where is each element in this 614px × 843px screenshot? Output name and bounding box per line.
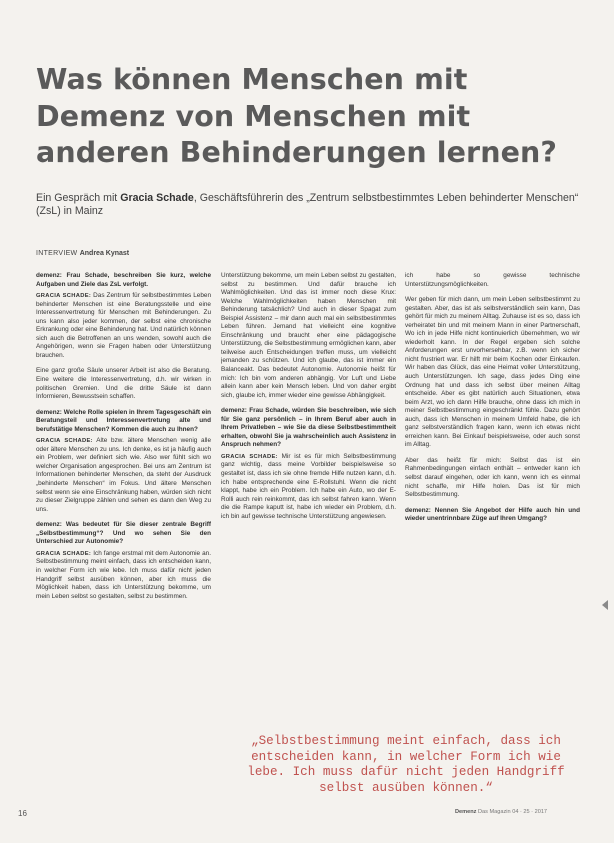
byline <box>36 250 129 257</box>
text-column-3 <box>405 272 580 704</box>
article-lede <box>36 192 596 219</box>
interview-answer <box>36 550 211 601</box>
speaker-label: GRACIA SCHADE: <box>36 293 92 300</box>
answer-text: Mir ist es für mich Selbstbestimmung ganz wichtig, dass meine Vorbilder beispielsweise so gestaltet ist, dass ich sie ohne fremde Hilfe nutzen kann, d.h. ich habe entsprechende eine E-Rollstuhl. Wenn die nicht klappt, habe ich ein Problem. Ich habe ein Auto, wo der E-Rolli auch rein reinkommt, das ich selbst fahren kann. Wenn die die Rampe kaputt ist, habe ich wieder ein Problem, d.h. ich bin auf gewisse technische Unterstützung angewiesen. <box>221 452 396 520</box>
column-marker-icon <box>602 599 608 611</box>
text-column-2 <box>221 272 396 562</box>
interview-answer: Eine ganz große Säule unserer Arbeit ist also die Beratung. Eine weitere die Interessenvertretung, d.h. wir wirken in politischen Gremien. Und die dritte Säule ist dann Informieren, Bewusstsein schaffen. <box>36 367 211 401</box>
footer-issue: Das Magazin 04 · 25 · 2017 <box>478 809 548 815</box>
speaker-label: GRACIA SCHADE: <box>36 550 92 557</box>
interview-question: demenz: Welche Rolle spielen in Ihrem Tagesgeschäft ein Beratungsteil und Interessenvertretung alte und berufstätige Menschen? Kommen die auch zu Ihnen? <box>36 408 211 433</box>
pull-quote: „Selbstbestimmung meint einfach, dass ich entscheiden kann, in welcher Form ich wie lebe. Ich muss dafür nicht jeden Handgriff selbst ausüben können.“ <box>247 734 565 795</box>
speaker-label: GRACIA SCHADE: <box>221 453 278 460</box>
interview-answer <box>221 453 396 521</box>
lede-rest: , Geschäftsführerin des „Zentrum selbstbestimmtes Leben behinderter Menschen“ (ZsL) in Mainz <box>36 192 579 218</box>
interview-question: demenz: Was bedeutet für Sie dieser zentrale Begriff „Selbstbestimmung“? Und wo sehen Sie den Unterschied zur Autonomie? <box>36 521 211 546</box>
answer-text: Alte bzw. ältere Menschen wenig alle oder ältere Menschen zu uns. Ich denke, es ist ja häufig auch ein Problem, wer definiert sich wie. Also wer fühlt sich wo welcher Organisation angesprochen. Bei uns am Zentrum ist Informationen behinderter Menschen, da steht der Ausdruck „behinderte Menschen“ im Fokus. Und ältere Menschen selbst wenn sie eine Einschränkung haben, würden sich nicht zu dieser Zielgruppe zählen und sehen es dann den Weg zu uns. <box>36 437 211 513</box>
footer-magazine: Demenz <box>455 809 477 815</box>
page-footer <box>455 809 547 815</box>
answer-text: Das Zentrum für selbstbestimmtes Leben behinderter Menschen ist eine Beratungsstelle und eine Interessenvertretung für Menschen mit Behinderungen. Zu uns kann also jeder kommen, der selbst eine chronische Erkrankung oder eine Behinderung hat. Und natürlich können sich auch die Betroffenen an uns wenden, sowohl auch die Angehörigen, wenn sie Fragen haben oder Unterstützung brauchen. <box>36 292 211 359</box>
interview-answer <box>36 437 211 514</box>
interview-question: demenz: Nennen Sie Angebot der Hilfe auch hin und wieder unentrinnbare Züge auf Ihren Umgang? <box>405 506 580 523</box>
interview-answer: Unterstützung bekomme, um mein Leben selbst zu gestalten, selbst zu bestimmen. Und dafür brauche ich Wahlmöglichkeiten. Und das ist immer noch diese Krux: Welche Wahlmöglichkeiten haben Menschen mit Behinderung tatsächlich? Und auch in dieser Spagat zum Beispiel Assistenz – mir dann auch mal ein selbstbestimmtes Leben führen. Jemand hat vielleicht eine kognitive Einschränkung und braucht eher eine pädagogische Unterstützung, die Selbstbestimmung ermöglichen kann, aber teilweise auch Entscheidungen treffen muss, um vielleicht jemanden zu schützen. Und ich glaube, das ist immer ein Balanceakt. Das bedeutet Autonomie. Autonomie heißt für mich: Ich bin vom anderen abhängig. Vor Luft und Liebe allein kann aber kein Mensch leben. Und von daher ergibt sich, glaube ich, immer wieder eine gewisse Abhängigkeit. <box>221 272 396 399</box>
lede-intro: Ein Gespräch mit <box>36 192 121 204</box>
interview-answer <box>36 292 211 360</box>
answer-text: Ich fange erstmal mit dem Autonomie an. Selbstbestimmung meint einfach, dass ich entscheiden kann, in welcher Form ich wie lebe. Ich muss dafür nicht jeden Handgriff selbst ausüben können, aber ich muss die Möglichkeit haben, dass ich Unterstützung bekomme, um mein Leben selbst so gestalten, selbst zu bestimmen. <box>36 549 211 600</box>
lede-name: Gracia Schade <box>120 192 194 204</box>
article-headline: Was können Menschen mit Demenz von Menschen mit anderen Behinderungen lernen? <box>36 63 558 169</box>
byline-label: INTERVIEW <box>36 250 78 257</box>
byline-author: Andrea Kynast <box>79 250 130 257</box>
interview-answer: ich habe so gewisse technische Unterstützungsmöglichkeiten. <box>405 272 580 288</box>
interview-question: demenz: Frau Schade, beschreiben Sie kurz, welche Aufgaben und Ziele das ZsL verfolgt. <box>36 272 211 288</box>
text-column-1 <box>36 272 211 827</box>
interview-answer: Aber das heißt für mich: Selbst das ist ein Rahmenbedingungen einfach enthält – entweder kann ich selbst darauf eingehen, oder ich kann, wenn ich es einmal nicht schaffe, mir Hilfe holen. Das ist für mich Selbstbestimmung. <box>405 456 580 499</box>
interview-question: demenz: Frau Schade, würden Sie beschreiben, wie sich für Sie ganz persönlich – in Ihrem Beruf aber auch in Ihrem Privatleben – wie Sie da diese Selbstbestimmtheit erhalten, obwohl Sie ja wahrscheinlich auch Assistenz in Anspruch nehmen? <box>221 407 396 449</box>
interview-answer: Wer geben für mich dann, um mein Leben selbstbestimmt zu gestalten. Aber, das ist als selbstverständlich sein kann, Das gehört für mich zu meinem Alltag. Zuhause ist es so, dass ich verheiratet bin und mit meinem Mann in einer Partnerschaft, Wo ich in jede Hilfe nicht kontinuierlich übernehmen, wo wir wiederholt kann. In der Regel ergeben sich solche Anforderungen erst unvorhersehbar, z.B. wenn ich sicher nicht frustriert war. Er hilft mir beim Kochen oder Einkaufen. Wir haben das Glück, das eine Heimat voller Unterstützung, auch Unterstützungen. Ich sage, dass jedes Ding eine Ordnung hat und dass ich selbst über meinen Alltag entscheide. Aber es gibt natürlich auch Situationen, etwa beim Arzt, wo ich dann Hilfe brauche, ohne dass ich mich in meiner Selbstbestimmung eingeschränkt fühle. Dazu gehört auch, dass ich Menschen in meinem Umfeld habe, die ich ganz selbstverständlich fragen kann, wenn ich etwas nicht erreichen kann. Bei Einkauf beispielsweise, oder auch sonst im Alltag. <box>405 296 580 449</box>
speaker-label: GRACIA SCHADE: <box>36 438 93 445</box>
page-number: 16 <box>18 809 27 818</box>
